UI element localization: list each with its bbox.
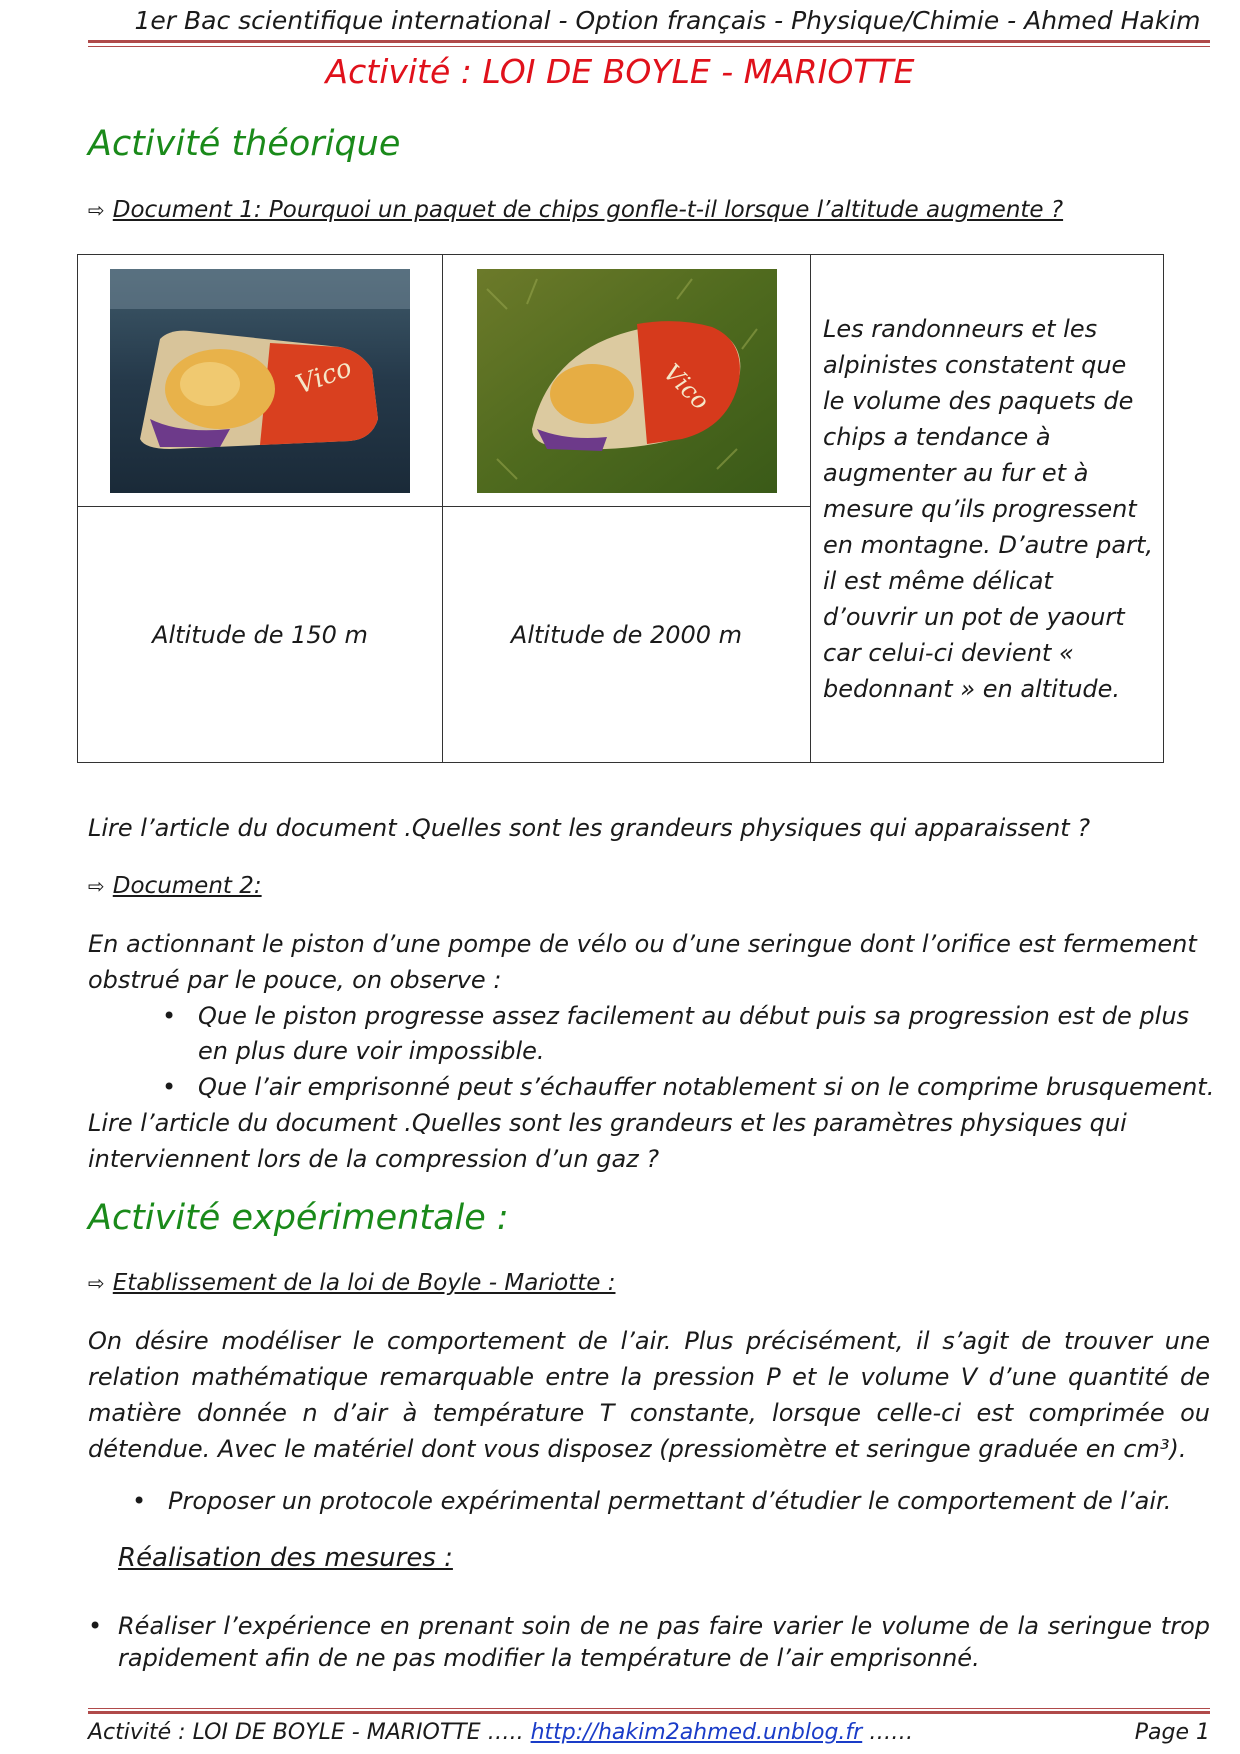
photo-cell-1 [78, 255, 443, 507]
arrow-right-icon: ⇨ [88, 1271, 105, 1295]
document1-label [88, 197, 1063, 223]
establishment-label-text: Etablissement de la loi de Boyle - Mariotte : [112, 1270, 616, 1296]
footer-rule [88, 1711, 1210, 1714]
chips-photo-2000m [477, 269, 777, 493]
document2-intro: En actionnant le piston d’une pompe de vélo ou d’une seringue dont l’orifice est fermement obstrué par le pouce, on observe : [88, 930, 1197, 994]
measurements-subheading: Réalisation des mesures : [118, 1543, 453, 1573]
footer-rule-thin [88, 1708, 1210, 1709]
page-number: Page 1 [1134, 1720, 1210, 1745]
document1-label-text: Document 1: Pourquoi un paquet de chips gonfle-t-il lorsque l’altitude augmente ? [112, 197, 1064, 223]
question-2: Lire l’article du document .Quelles sont les grandeurs et les paramètres physiques qui interviennent lors de la compression d’un gaz ? [88, 1109, 1127, 1173]
document1-description: Les randonneurs et les alpinistes constatent que le volume des paquets de chips a tendance à augmenter au fur et à mesure qu’ils progressent en montagne. D’autre part, il est même délicat d’ouvrir un pot de yaourt car celui-ci devient « bedonnant » en altitude. [811, 255, 1164, 763]
question-1: Lire l’article du document .Quelles sont les grandeurs physiques qui apparaissent ? [88, 814, 1091, 842]
bullet-dot-icon: • [132, 1487, 147, 1515]
measurement-bullet-text: Réaliser l’expérience en prenant soin de ne pas faire varier le volume de la seringue trop rapidement afin de ne pas modifier la température de l’air emprisonné. [118, 1612, 1210, 1672]
document1-table [77, 254, 1164, 763]
measurement-bullet [88, 1610, 1210, 1674]
page-title: Activité : LOI DE BOYLE - MARIOTTE [325, 52, 915, 91]
bullet-dot-icon: • [88, 1612, 103, 1640]
header-rule [88, 40, 1210, 43]
doc2-bullet-1-text: Que le piston progresse assez facilement au début puis sa progression est de plus en plus dure voir impossible. [198, 1002, 1190, 1065]
section-heading-theory: Activité théorique [88, 124, 401, 164]
document2-label-text: Document 2: [112, 873, 262, 899]
document2-label [88, 873, 262, 899]
bullet-dot-icon: • [162, 1073, 177, 1101]
header-text: 1er Bac scientifique international - Option français - Physique/Chimie - Ahmed Hakim [134, 6, 1201, 35]
caption-2000m: Altitude de 2000 m [443, 507, 811, 763]
establishment-label [88, 1270, 615, 1296]
section-heading-experimental: Activité expérimentale : [88, 1198, 509, 1238]
arrow-right-icon: ⇨ [88, 874, 105, 898]
arrow-right-icon: ⇨ [88, 198, 105, 222]
doc2-bullet-2-text: Que l’air emprisonné peut s’échauffer notablement si on le comprime brusquement. [198, 1073, 1215, 1101]
caption-150m: Altitude de 150 m [78, 507, 443, 763]
footer [88, 1720, 1210, 1745]
protocol-bullet [132, 1484, 1208, 1519]
doc2-bullet-1 [162, 999, 1208, 1069]
footer-link[interactable]: http://hakim2ahmed.unblog.fr [530, 1720, 863, 1745]
photo-cell-2 [443, 255, 811, 507]
svg-text:Vico: Vico [292, 352, 356, 401]
doc2-bullet-2 [162, 1070, 1215, 1105]
bullet-dot-icon: • [162, 1002, 177, 1030]
svg-text:Vico: Vico [657, 357, 715, 415]
header-rule-thin [88, 46, 1210, 47]
footer-dots: …… [862, 1720, 914, 1745]
footer-title: Activité : LOI DE BOYLE - MARIOTTE ….. [88, 1720, 531, 1745]
protocol-bullet-text: Proposer un protocole expérimental permettant d’étudier le comportement de l’air. [168, 1487, 1172, 1515]
chips-photo-150m [110, 269, 410, 493]
experimental-paragraph: On désire modéliser le comportement de l’air. Plus précisément, il s’agit de trouver une relation mathématique remarquable entre la pression P et le volume V d’une quantité de matière donnée n d’air à température T constante, lorsque celle-ci est comprimée ou détendue. Avec le matériel dont vous disposez (pressiomètre et seringue graduée en cm³). [88, 1327, 1210, 1463]
